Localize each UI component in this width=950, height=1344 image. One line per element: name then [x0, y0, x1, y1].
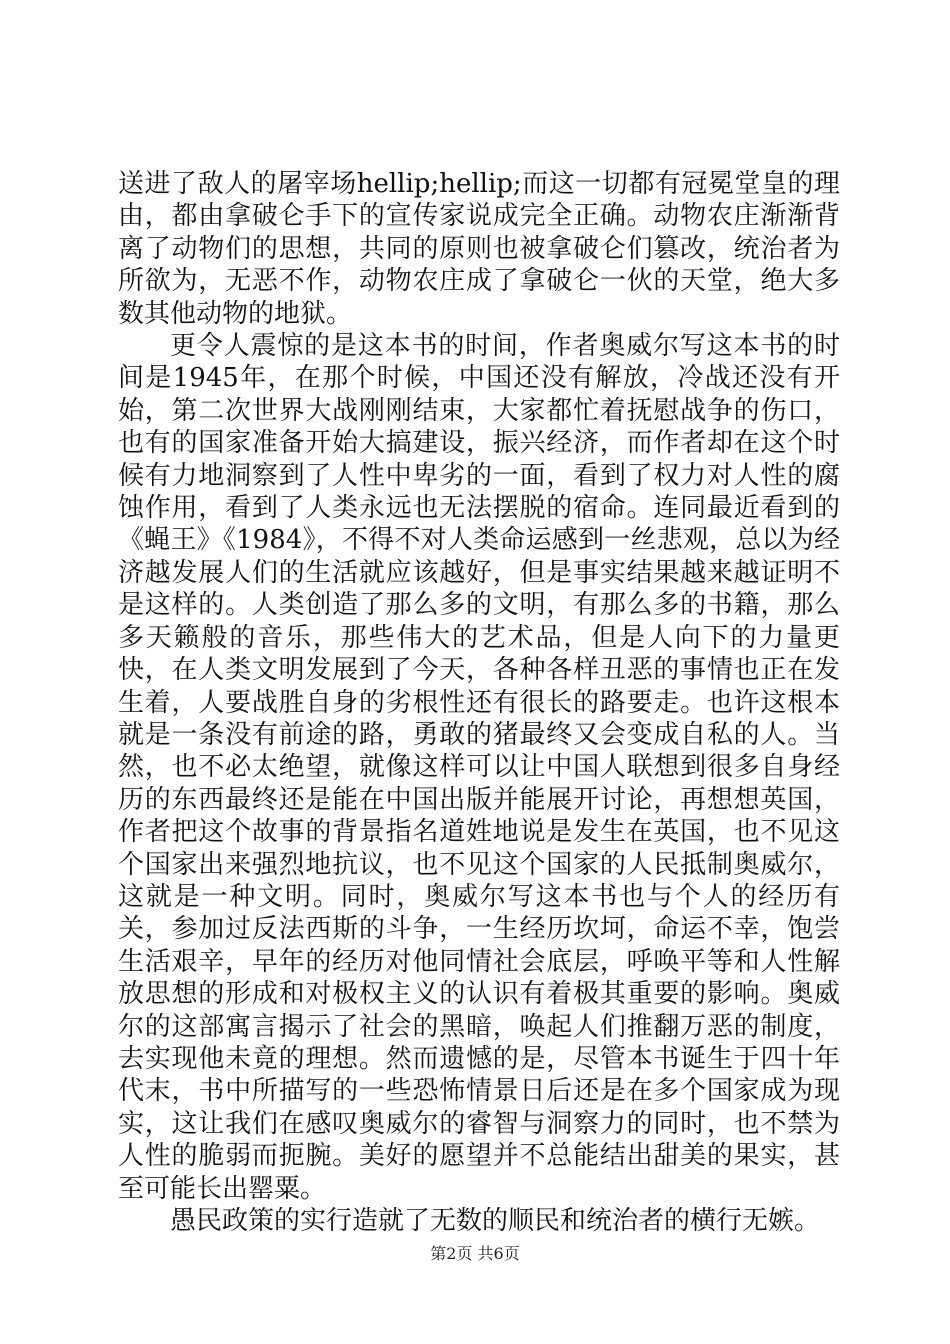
body-text [118, 168, 840, 1237]
paragraph-continuation: 送进了敌人的屠宰场hellip;hellip;而这一切都有冠冕堂皇的理由，都由拿破仑手下的宣传家说成完全正确。动物农庄渐渐背离了动物们的思想，共同的原则也被拿破仑们篡改，统治者为所欲为，无恶不作，动物农庄成了拿破仑一伙的天堂，绝大多数其他动物的地狱。 [118, 169, 840, 329]
paragraph-main: 更令人震惊的是这本书的时间，作者奥威尔写这本书的时间是1945年，在那个时候，中国还没有解放，冷战还没有开始，第二次世界大战刚刚结束，大家都忙着抚慰战争的伤口，也有的国家准备开始大搞建设，振兴经济，而作者却在这个时候有力地洞察到了人性中卑劣的一面，看到了权力对人性的腐蚀作用，看到了人类永远也无法摆脱的宿命。连同最近看到的《蝇王》《1984》，不得不对人类命运感到一丝悲观，总以为经济越发展人们的生活就应该越好，但是事实结果越来越证明不是这样的。人类创造了那么多的文明，有那么多的书籍，那么多天籁般的音乐，那些伟大的艺术品，但是人向下的力量更快，在人类文明发展到了今天，各种各样丑恶的事情也正在发生着，人要战胜自身的劣根性还有很长的路要走。也许这根本就是一条没有前途的路，勇敢的猪最终又会变成自私的人。当然，也不必太绝望，就像这样可以让中国人联想到很多自身经历的东西最终还是能在中国出版并能展开讨论，再想想英国，作者把这个故事的背景指名道姓地说是发生在英国，也不见这个国家出来强烈地抗议，也不见这个国家的人民抵制奥威尔，这就是一种文明。同时，奥威尔写这本书也与个人的经历有关，参加过反法西斯的斗争，一生经历坎坷，命运不幸，饱尝生活艰辛，早年的经历对他同情社会底层，呼唤平等和人性解放思想的形成和对极权主义的认识有着极其重要的影响。奥威尔的这部寓言揭示了社会的黑暗，唤起人们推翻万恶的制度，去实现他未竟的理想。然而遗憾的是，尽管本书诞生于四十年代末，书中所描写的一些恐怖情景日后还是在多个国家成为现实，这让我们在感叹奥威尔的睿智与洞察力的同时，也不禁为人性的脆弱而扼腕。美好的愿望并不总能结出甜美的果实，甚至可能长出罂粟。 [118, 331, 840, 1204]
paragraph-final: 愚民政策的实行造就了无数的顺民和统治者的横行无嫉。 [170, 1206, 821, 1236]
page-number-footer: 第2页 共6页 [430, 1244, 520, 1263]
